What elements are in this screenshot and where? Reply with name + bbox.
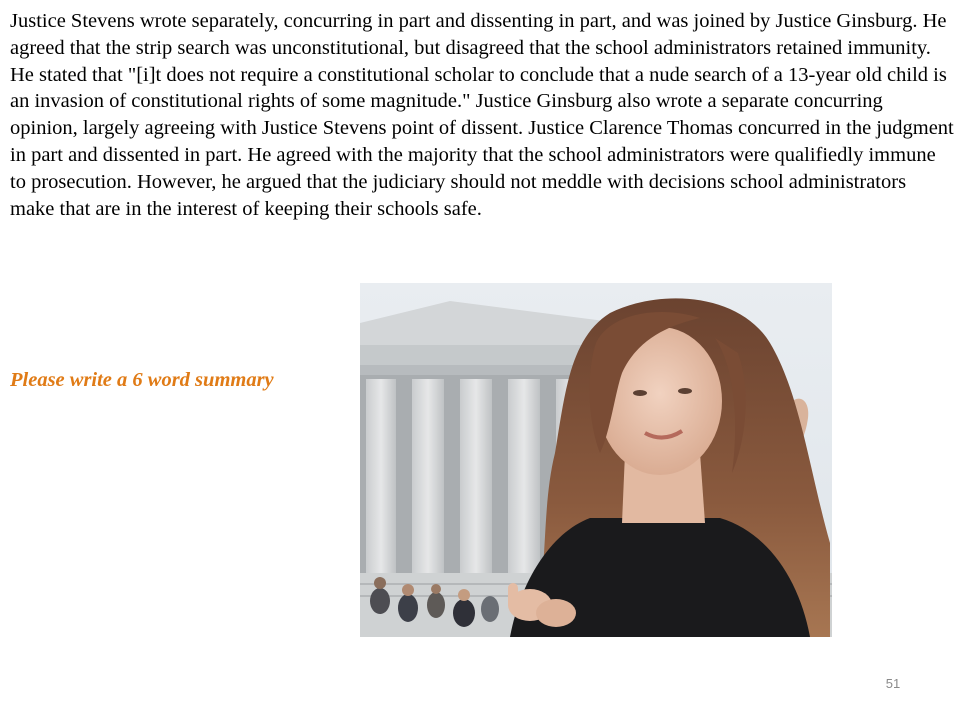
- courthouse-photo: [360, 283, 832, 637]
- summary-prompt: Please write a 6 word summary: [10, 369, 274, 391]
- page-number: 51: [885, 676, 901, 691]
- body-paragraph: Justice Stevens wrote separately, concurring in part and dissenting in part, and was joined by Justice Ginsburg. He agreed that the strip search was unconstitutional, but disagreed that the school administrators retained immunity. He stated that "[i]t does not require a constitutional scholar to conclude that a nude search of a 13-year old child is an invasion of constitutional rights of some magnitude." Justice Ginsburg also wrote a separate concurring opinion, largely agreeing with Justice Stevens point of dissent. Justice Clarence Thomas concurred in the judgment in part and dissented in part. He agreed with the majority that the school administrators were qualifiedly immune to prosecution. However, he argued that the judiciary should not meddle with decisions school administrators make that are in the interest of keeping their schools safe.: [10, 10, 954, 220]
